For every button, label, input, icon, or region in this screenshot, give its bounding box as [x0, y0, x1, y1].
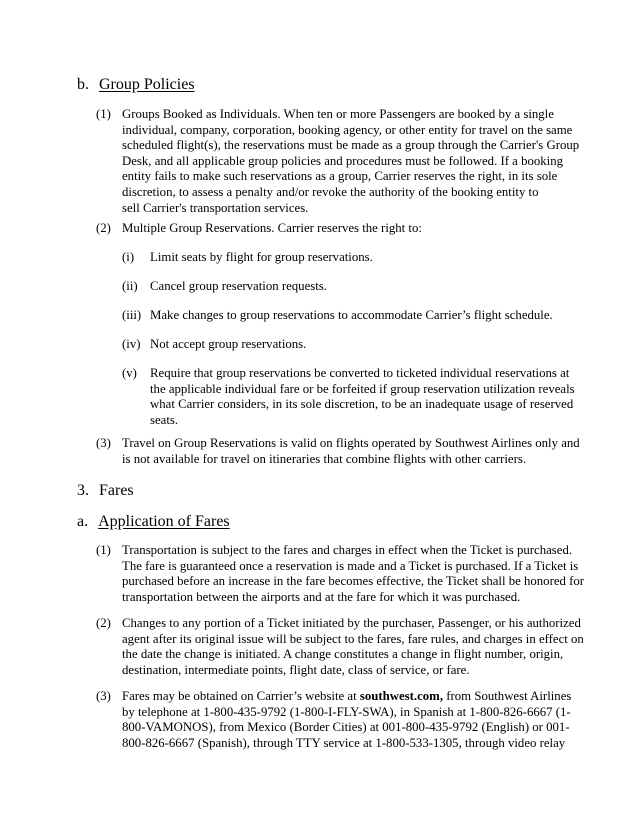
- text-line: Desk, and all applicable group policies and procedures must be followed. If a booking: [122, 153, 564, 168]
- text-line: the applicable individual fare or be forfeited if group reservation utilization reveals: [150, 381, 575, 396]
- text-line: Travel on Group Reservations is valid on flights operated by Southwest Airlines only and: [122, 436, 580, 450]
- subitem-text: [150, 250, 373, 266]
- text-line: destination, intermediate points, flight date, class of service, or fare.: [122, 662, 470, 677]
- subitem-label: (i): [122, 250, 135, 264]
- text-line: purchased before an increase in the fare becomes effective, the Ticket shall be honored for: [122, 574, 585, 589]
- subitem-label: (iii): [122, 308, 142, 322]
- text-line: transportation between the airports and at the fare for which it was purchased.: [122, 589, 521, 604]
- item-label: (2): [96, 616, 111, 630]
- text-line: 800-VAMONOS), from Mexico (Border Cities) at 001-800-435-9792 (English) or 001-: [122, 720, 570, 735]
- section-b-label: b.: [77, 76, 89, 93]
- text-line: Transportation is subject to the fares and charges in effect when the Ticket is purchased.: [122, 543, 573, 557]
- section-a-label: a.: [77, 513, 89, 530]
- subitem-label: (v): [122, 366, 137, 380]
- text-line: Limit seats by flight for group reservations.: [150, 250, 373, 264]
- text-line: Changes to any portion of a Ticket initiated by the purchaser, Passenger, or his authorized: [122, 616, 581, 630]
- text-line: agent after its original issue will be subject to the fares, fare rules, and charges in effect on: [122, 631, 584, 646]
- item-label: (3): [96, 436, 111, 450]
- item-label: (1): [96, 107, 111, 121]
- item-label: (3): [96, 689, 111, 703]
- text-run: Fares may be obtained on Carrier’s website at: [122, 689, 360, 703]
- text-line-first: [122, 689, 571, 705]
- text-line: Not accept group reservations.: [150, 337, 307, 351]
- website-link-text: southwest.com,: [359, 689, 444, 703]
- text-line: by telephone at 1-800-435-9792 (1-800-I-FLY-SWA), in Spanish at 1-800-826-6667 (1-: [122, 704, 571, 719]
- text-line: discretion, to assess a penalty and/or revoke the authority of the booking entity to: [122, 184, 539, 199]
- item-text: [122, 436, 580, 467]
- text-line: Make changes to group reservations to accommodate Carrier’s flight schedule.: [150, 308, 553, 322]
- subitem-label: (iv): [122, 337, 141, 351]
- section-b-heading: [77, 75, 195, 95]
- text-line: Cancel group reservation requests.: [150, 279, 327, 293]
- text-line: Groups Booked as Individuals. When ten or more Passengers are booked by a single: [122, 107, 554, 121]
- item-text: [122, 221, 422, 237]
- text-line: entity fails to make such reservations as a group, Carrier reserves the right, in its sole: [122, 169, 558, 184]
- item-text: [122, 543, 584, 605]
- subitem-text: [150, 337, 306, 353]
- text-line: the date the change is initiated. A change constitutes a change in flight number, origin,: [122, 647, 564, 662]
- item-label: (2): [96, 221, 111, 235]
- text-run: from Southwest Airlines: [443, 689, 572, 703]
- subitem-text: [150, 279, 327, 295]
- text-line: seats.: [150, 412, 179, 427]
- text-line: Multiple Group Reservations. Carrier reserves the right to:: [122, 221, 422, 235]
- subitem-text: [150, 366, 575, 428]
- text-line: what Carrier considers, in its sole discretion, to be an inadequate usage of reserved: [150, 397, 574, 412]
- text-line: individual, company, corporation, booking agency, or other entity for travel on the same: [122, 122, 573, 137]
- text-line: scheduled flight(s), the reservations must be made as a group through the Carrier's Group: [122, 138, 580, 153]
- text-line: sell Carrier's transportation services.: [122, 200, 309, 215]
- text-line: is not available for travel on itineraries that combine flights with other carriers.: [122, 451, 527, 466]
- item-label: (1): [96, 543, 111, 557]
- section-a-title: Application of Fares: [98, 513, 230, 530]
- subitem-label: (ii): [122, 279, 138, 293]
- section-3-heading: [77, 481, 134, 501]
- item-text: [122, 689, 571, 751]
- text-line: The fare is guaranteed once a reservation is made and a Ticket is purchased. If a Ticket is: [122, 558, 579, 573]
- text-line: Require that group reservations be converted to ticketed individual reservations at: [150, 366, 570, 380]
- section-3-label: 3.: [77, 482, 89, 499]
- subitem-text: [150, 308, 553, 324]
- text-line: 800-826-6667 (Spanish), through TTY service at 1-800-533-1305, through video relay: [122, 735, 566, 750]
- item-text: [122, 616, 584, 678]
- section-a-heading: [77, 512, 230, 532]
- section-3-title: Fares: [99, 482, 134, 499]
- section-b-title: Group Policies: [99, 76, 195, 93]
- item-text: [122, 107, 579, 216]
